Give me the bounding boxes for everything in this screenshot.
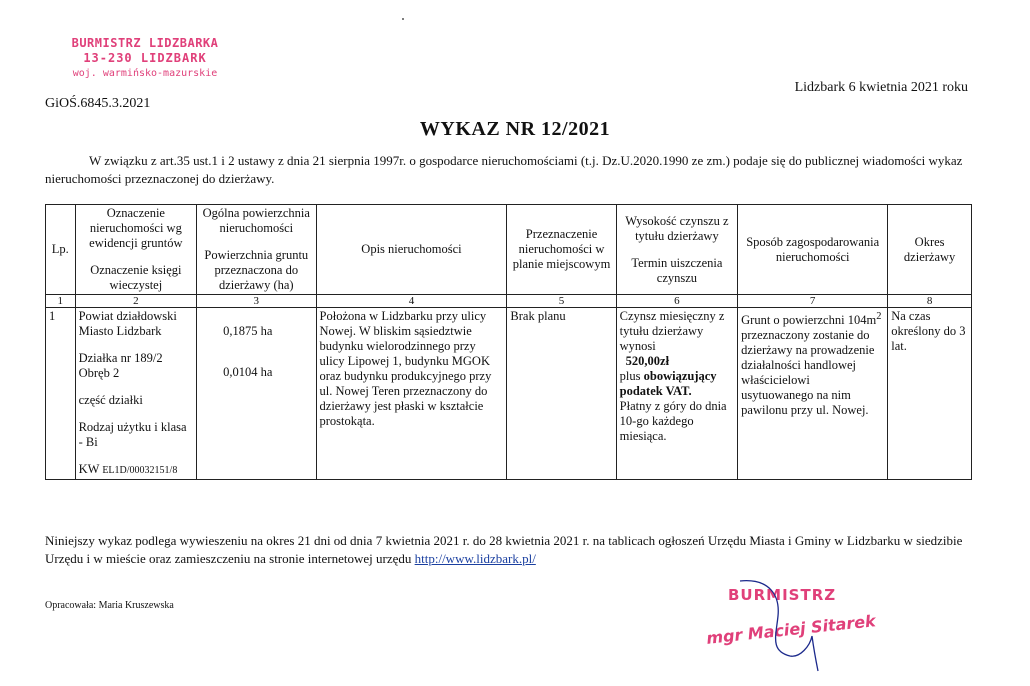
table-header-row (46, 205, 972, 295)
header-sposob: Sposób zagospodarowania nieruchomości (738, 205, 888, 295)
column-number: 1 (46, 295, 76, 308)
czynsz-plus: plus (619, 369, 641, 383)
oznaczenie-uzytek: Rodzaj użytku i klasa - Bi (78, 420, 187, 449)
handwritten-signature-icon (700, 576, 850, 676)
header-czynsz (616, 205, 737, 295)
sposob-pre: Grunt o powierzchni 104m (741, 313, 877, 328)
header-powierzchnia-a: Ogólna powierzchnia nieruchomości (202, 206, 310, 235)
oznaczenie-miasto: Miasto Lidzbark (78, 324, 162, 338)
oznaczenie-dzialka: Działka nr 189/2 (78, 351, 163, 365)
column-number: 6 (616, 295, 737, 308)
column-number-row (46, 295, 972, 308)
header-powierzchnia (197, 205, 316, 295)
oznaczenie-powiat: Powiat działdowski (78, 309, 177, 323)
powierzchnia-ogolna: 0,1875 ha (223, 324, 273, 338)
cell-lp: 1 (46, 308, 76, 480)
oznaczenie-kw (79, 462, 193, 478)
sposob-post: przeznaczony zostanie do dzierżawy na prowadzenie działalności handlowej właścicielowi usytuowanego na nim pawilonu przy ul. Nowej. (741, 328, 875, 418)
czynsz-termin: Płatny z góry do dnia 10-go każdego miesiąca. (619, 399, 727, 443)
oznaczenie-czesc: część działki (78, 393, 143, 407)
stamp-line-1: BURMISTRZ LIDZBARKA (71, 36, 219, 50)
oznaczenie-obreb: Obręb 2 (78, 366, 120, 380)
kw-prefix: KW (78, 462, 100, 476)
cell-sposob (738, 308, 888, 480)
cell-przeznaczenie: Brak planu (507, 308, 616, 480)
property-table (45, 204, 972, 480)
header-czynsz-a: Wysokość czynszu z tytułu dzierżawy (625, 213, 729, 243)
column-number: 5 (507, 295, 616, 308)
powierzchnia-dzierzawa: 0,0104 ha (223, 365, 273, 379)
signature-stamp-name: mgr Maciej Sitarek (705, 611, 877, 648)
header-opis: Opis nieruchomości (316, 205, 507, 295)
reference-number: GiOŚ.6845.3.2021 (45, 96, 151, 111)
header-lp: Lp. (46, 205, 76, 295)
column-number: 8 (888, 295, 972, 308)
website-link[interactable]: http://www.lidzbark.pl/ (414, 551, 536, 566)
column-number: 7 (738, 295, 888, 308)
stamp-line-2: 13-230 LIDZBARK (83, 51, 207, 65)
column-number: 4 (316, 295, 507, 308)
column-number: 2 (75, 295, 196, 308)
cell-oznaczenie (75, 308, 196, 480)
sposob-sup: 2 (876, 311, 882, 322)
header-powierzchnia-b: Powierzchnia gruntu przeznaczona do dzierżawy (ha) (204, 248, 309, 292)
column-number: 3 (197, 295, 316, 308)
prepared-by: Opracowała: Maria Kruszewska (45, 600, 174, 611)
stamp-line-3: woj. warmińsko-mazurskie (72, 68, 218, 79)
header-czynsz-b: Termin uiszczenia czynszu (631, 255, 723, 285)
cell-powierzchnia (197, 308, 316, 480)
cell-okres: Na czas określony do 3 lat. (888, 308, 972, 480)
czynsz-text: Czynsz miesięczny z tytułu dzierżawy wynosi (619, 309, 725, 353)
header-oznaczenie-b: Oznaczenie księgi wieczystej (90, 263, 182, 292)
kw-number: EL1D/00032151/8 (102, 465, 178, 476)
document-title: WYKAZ NR 12/2021 (419, 118, 611, 140)
header-oznaczenie-a: Oznaczenie nieruchomości wg ewidencji gruntów (89, 206, 183, 250)
header-przeznaczenie: Przeznaczenie nieruchomości w planie miejscowym (507, 205, 616, 295)
footer-text: Niniejszy wykaz podlega wywieszeniu na okres 21 dni od dnia 7 kwietnia 2021 r. do 28 kwietnia 2021 r. na tablicach ogłoszeń Urzędu Miasta i Gminy w Lidzbarku w siedzibie Urzędu i w mieście oraz zamieszczeniu na stronie internetowej urzędu (45, 533, 963, 566)
table-row (46, 308, 972, 480)
footer-paragraph (45, 532, 975, 568)
czynsz-amount: 520,00zł (625, 354, 670, 368)
scan-speck (402, 18, 404, 20)
place-date: Lidzbark 6 kwietnia 2021 roku (794, 80, 968, 95)
signature-stamp-title: BURMISTRZ (728, 586, 837, 604)
cell-opis: Położona w Lidzbarku przy ulicy Nowej. W bliskim sąsiedztwie budynku wielorodzinnego przy ulicy Lipowej 1, budynku MGOK oraz budynku produkcyjnego przy ul. Nowej Teren przeznaczony do dzierżawy jest płaski w kształcie prostokąta. (316, 308, 507, 480)
office-stamp (60, 36, 230, 81)
intro-paragraph: W związku z art.35 ust.1 i 2 ustawy z dnia 21 sierpnia 1997r. o gospodarce nieruchomościami (t.j. Dz.U.2020.1990 ze zm.) podaje się do publicznej wiadomości wykaz nieruchomości przeznaczonej do dzierżawy. (45, 153, 963, 186)
czynsz-vat: obowiązujący podatek VAT. (619, 369, 717, 398)
header-okres: Okres dzierżawy (888, 205, 972, 295)
header-oznaczenie (75, 205, 196, 295)
cell-czynsz (616, 308, 737, 480)
